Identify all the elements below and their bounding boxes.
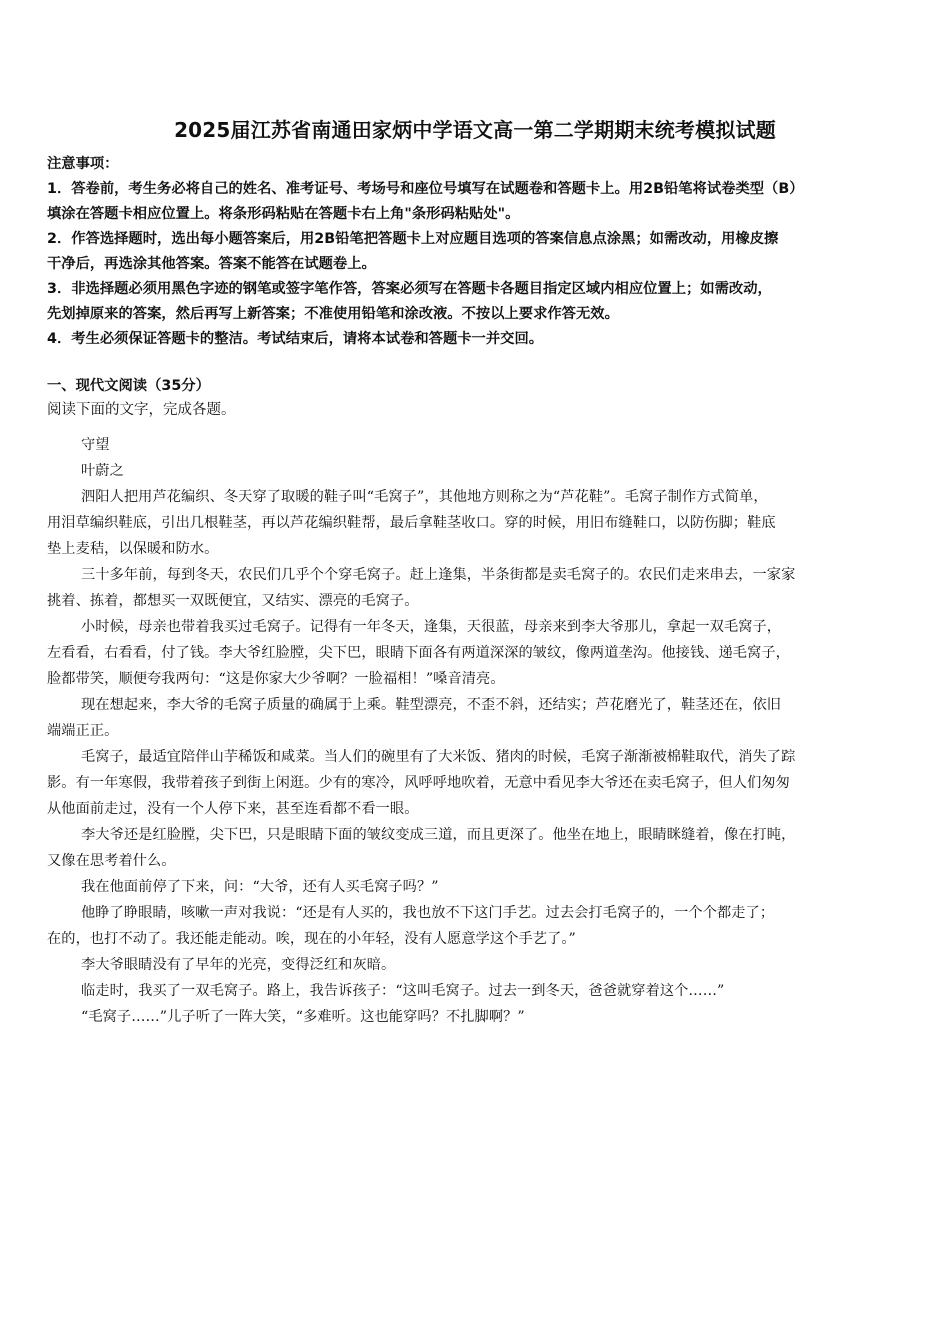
paragraph-line: 我在他面前停了下来，问：“大爷，还有人买毛窝子吗？” (81, 879, 439, 895)
notice-line: 1．答卷前，考生务必将自己的姓名、准考证号、考场号和座位号填写在试题卷和答题卡上。用2B铅笔将试卷类型（B） (47, 181, 804, 197)
paragraph-line: 李大爷还是红脸膛，尖下巴，只是眼睛下面的皱纹变成三道，而且更深了。他坐在地上，眼睛眯缝着，像在打盹， (81, 827, 796, 843)
notice-line: 3．非选择题必须用黑色字迹的钢笔或签字笔作答，答案必须写在答题卡各题目指定区域内相应位置上；如需改动， (47, 281, 772, 297)
paragraph-line: 现在想起来，李大爷的毛窝子质量的确属于上乘。鞋型漂亮，不歪不斜，还结实；芦花磨光了，鞋茎还在，依旧 (81, 697, 782, 713)
notice-line: 干净后，再选涂其他答案。答案不能答在试题卷上。 (47, 256, 376, 272)
notice-line: 填涂在答题卡相应位置上。将条形码粘贴在答题卡右上角"条形码粘贴处"。 (47, 206, 520, 222)
passage-paragraph (47, 614, 909, 692)
passage-paragraph (47, 978, 909, 1004)
paragraph-line: 挑着、拣着，都想买一双既便宜，又结实、漂亮的毛窝子。 (47, 593, 419, 609)
passage-paragraph (47, 484, 909, 562)
passage-paragraph (47, 692, 909, 744)
paragraph-line: 垫上麦秸，以保暖和防水。 (47, 541, 219, 557)
paragraph-line: 泗阳人把用芦花编织、冬天穿了取暖的鞋子叫“毛窝子”，其他地方则称之为“芦花鞋”。毛窝子制作方式简单， (81, 489, 768, 505)
passage-paragraph (47, 1004, 909, 1030)
notice-block (47, 152, 907, 352)
paragraph-line: “毛窝子……”儿子听了一阵大笑，“多难听。这也能穿吗？不扎脚啊？” (81, 1009, 525, 1025)
paragraph-line: 脸都带笑，顺便夸我两句：“这是你家大少爷啊？一脸福相！”嗓音清亮。 (47, 671, 505, 687)
section-heading: 一、现代文阅读（35分） (47, 378, 210, 394)
reading-passage (47, 432, 909, 1030)
paragraph-line: 临走时，我买了一双毛窝子。路上，我告诉孩子：“这叫毛窝子。过去一到冬天，爸爸就穿着这个……” (81, 983, 725, 999)
paragraph-line: 用泪草编织鞋底，引出几根鞋茎，再以芦花编织鞋帮，最后拿鞋茎收口。穿的时候，用旧布缝鞋口，以防伤脚；鞋底 (47, 515, 776, 531)
paragraph-line: 三十多年前，每到冬天，农民们几乎个个穿毛窝子。赶上逢集，半条街都是卖毛窝子的。农民们走来串去，一家家 (81, 567, 796, 583)
paragraph-line: 左看看，右看看，付了钱。李大爷红脸膛，尖下巴，眼睛下面各有两道深深的皱纹，像两道垄沟。他接钱、递毛窝子， (47, 645, 790, 661)
passage-paragraph (47, 900, 909, 952)
passage-paragraph (47, 562, 909, 614)
paragraph-line: 小时候，母亲也带着我买过毛窝子。记得有一年冬天，逢集，天很蓝，母亲来到李大爷那儿，拿起一双毛窝子， (81, 619, 782, 635)
passage-title: 守望 (81, 437, 110, 453)
passage-paragraph (47, 874, 909, 900)
passage-paragraph (47, 744, 909, 822)
section-instruction: 阅读下面的文字，完成各题。 (47, 402, 236, 418)
paragraph-line: 他睁了睁眼睛，咳嗽一声对我说：“还是有人买的，我也放不下这门手艺。过去会打毛窝子的，一个个都走了； (81, 905, 775, 921)
passage-paragraph (47, 952, 909, 978)
page-title: 2025届江苏省南通田家炳中学语文高一第二学期期末统考模拟试题 (174, 118, 776, 142)
notice-line: 4．考生必须保证答题卡的整洁。考试结束后，请将本试卷和答题卡一并交回。 (47, 331, 544, 347)
paragraph-line: 在的，也打不动了。我还能走能动。唉，现在的小年轻，没有人愿意学这个手艺了。” (47, 931, 576, 947)
notice-heading: 注意事项： (47, 156, 119, 172)
notice-line: 先划掉原来的答案，然后再写上新答案；不准使用铅笔和涂改液。不按以上要求作答无效。 (47, 306, 619, 322)
paragraph-line: 从他面前走过，没有一个人停下来，甚至连看都不看一眼。 (47, 801, 419, 817)
paragraph-line: 端端正正。 (47, 723, 119, 739)
paragraph-line: 影。有一年寒假，我带着孩子到街上闲逛。少有的寒冷，风呼呼地吹着，无意中看见李大爷还在卖毛窝子，但人们匆匆 (47, 775, 790, 791)
passage-paragraph (47, 822, 909, 874)
notice-line: 2．作答选择题时，选出每小题答案后，用2B铅笔把答题卡上对应题目选项的答案信息点涂黑；如需改动，用橡皮擦 (47, 231, 779, 247)
paragraph-line: 又像在思考着什么。 (47, 853, 176, 869)
passage-author: 叶蔚之 (81, 463, 124, 479)
paragraph-line: 毛窝子，最适宜陪伴山芋稀饭和咸菜。当人们的碗里有了大米饭、猪肉的时候，毛窝子渐渐被棉鞋取代，消失了踪 (81, 749, 796, 765)
paragraph-line: 李大爷眼睛没有了早年的光亮，变得泛红和灰暗。 (81, 957, 396, 973)
